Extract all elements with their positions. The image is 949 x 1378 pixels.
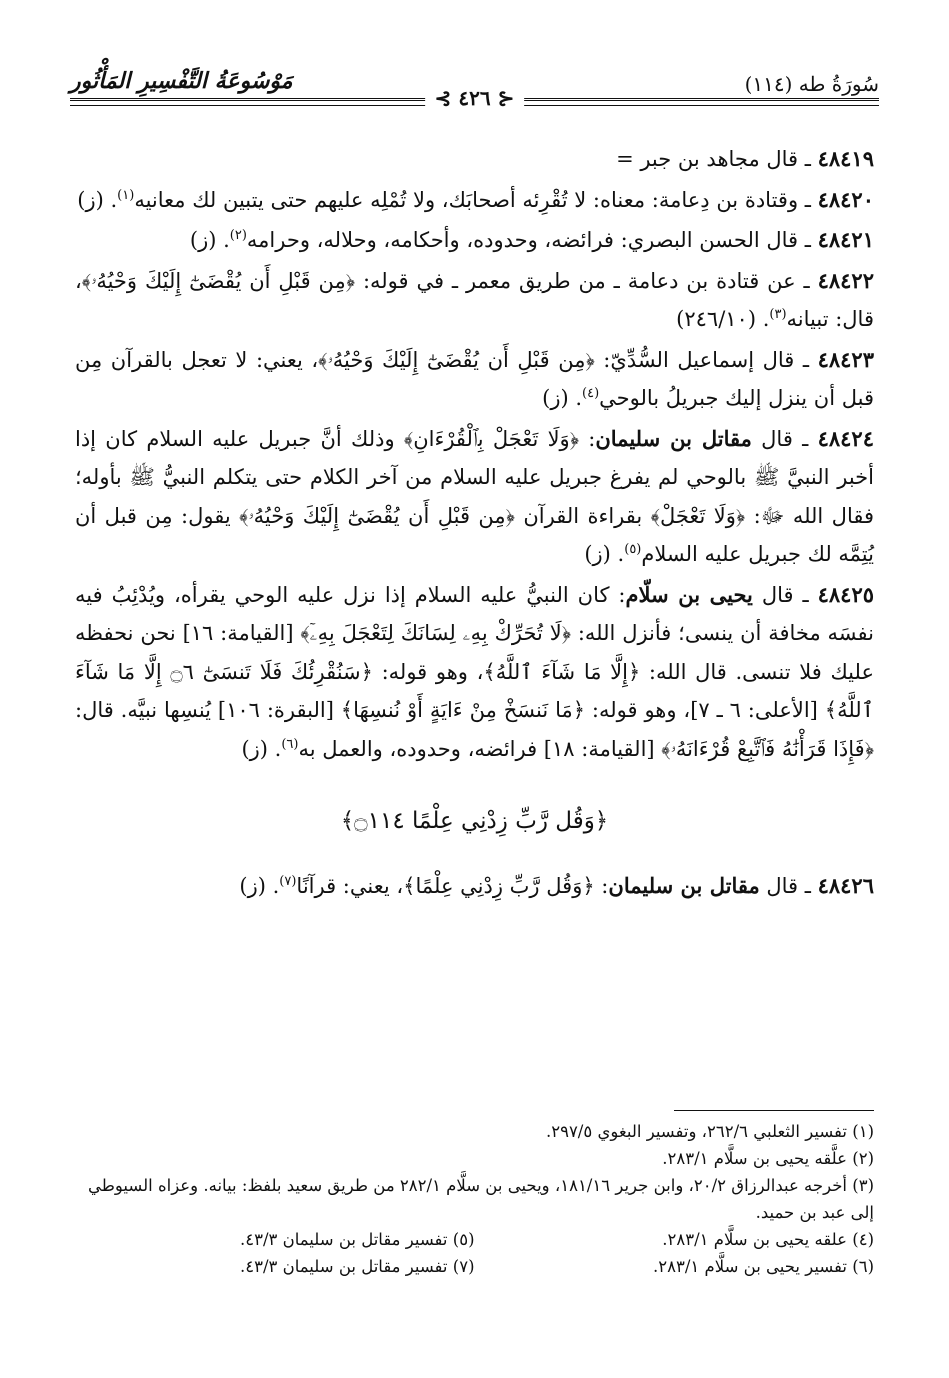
main-text <box>75 140 874 907</box>
entry-text: ـ وقتادة بن دِعامة: معناه: لا تُقْرِئه أصحابَك، ولا تُمْلِه عليهم حتى يتبين لك معانيه <box>134 187 818 212</box>
entry-number: ٤٨٤٢٠ <box>817 186 874 212</box>
entry-pre: ـ قال <box>752 582 818 607</box>
footnote-ref[interactable]: (٤) <box>582 386 600 401</box>
footnote-row <box>75 1226 874 1253</box>
footnote-ref[interactable]: (٣) <box>769 307 787 322</box>
entry-number: ٤٨٤٢٢ <box>817 267 874 293</box>
entry-48424 <box>75 420 874 574</box>
page-number: ⊰ ٤٢٦ ⊱ <box>425 86 525 110</box>
footnote-2: (٢) علَّقه يحيى بن سلَّام ٢٨٣/١. <box>662 1149 874 1168</box>
entry-text: : كان النبيُّ عليه السلام إذا نزل عليه الوحي يقرأه، ويُدْئِبُ فيه نفسَه مخافة أن ينسى؛ فأنزل الله: ﴿لَا تُحَرِّكْ بِهِۦ لِسَانَكَ لِتَعْجَلَ بِهِۦٓ﴾ [القيامة: ١٦] نحن نحفظه عليك فلا تنسى. قال الله: ﴿إِلَّا مَا شَآءَ ٱللَّهُ﴾، وهو قوله: ﴿سَنُقْرِئُكَ فَلَا تَنسَىٰٓ ۝٦ إِلَّا مَا شَآءَ ٱللَّهُ﴾ [الأعلى: ٦ ـ ٧]، وهو قوله: ﴿مَا نَنسَخْ مِنْ ءَايَةٍ أَوْ نُنسِهَا﴾ [البقرة: ١٠٦] يُنسِها نبيَّه. قال: ﴿فَإِذَا قَرَأْنَٰهُ فَٱتَّبِعْ قُرْءَانَهُۥ﴾ [القيامة: ١٨] فرائضه، وحدوده، والعمل به <box>75 582 874 761</box>
footnote-3: (٣) أخرجه عبدالرزاق ٢٠/٢، وابن جرير ١٨١/١٦، ويحيى بن سلَّام ٢٨٢/١ من طريق سعيد بلفظ: بيانه. وعزاه السيوطي إلى عبد بن حميد. <box>88 1176 874 1222</box>
entry-number: ٤٨٤٢٤ <box>817 425 874 451</box>
entry-text: ـ قال مجاهد بن جبر = <box>616 147 818 171</box>
entry-48420 <box>75 181 874 220</box>
entry-tail: . (ز) <box>241 736 282 761</box>
entry-text: ـ قال الحسن البصري: فرائضه، وحدوده، وأحكامه، وحلاله، وحرامه <box>246 228 818 252</box>
entry-number: ٤٨٤١٩ <box>817 146 874 171</box>
footnote-separator <box>674 1110 874 1111</box>
entry-number: ٤٨٤٢١ <box>817 227 874 252</box>
entry-48421 <box>75 221 874 260</box>
footnote-row <box>75 1253 874 1280</box>
entry-pre: ـ قال <box>751 426 818 451</box>
entry-48426 <box>75 867 874 906</box>
entry-48425 <box>75 576 874 769</box>
entry-text: ـ عن قتادة بن دعامة ـ من طريق معمر ـ في قوله: ﴿مِن قَبْلِ أَن يُقْضَىٰٓ إِلَيْكَ وَحْيُهُۥ﴾، قال: تبيانه <box>75 268 874 331</box>
speaker-name: مقاتل بن سليمان <box>608 872 760 898</box>
entry-48423 <box>75 341 874 418</box>
speaker-name: مقاتل بن سليمان <box>595 425 752 451</box>
entry-tail: . (٢٤٦/١٠) <box>676 307 770 331</box>
footnotes <box>75 1118 874 1280</box>
surah-title: سُورَةُ طه (١١٤) <box>744 72 879 96</box>
footnote-5: (٥) تفسير مقاتل بن سليمان ٤٣/٣. <box>239 1230 475 1249</box>
entry-number: ٤٨٤٢٥ <box>817 581 875 607</box>
entry-tail: . (ز) <box>584 542 625 566</box>
entry-48419 <box>75 140 874 179</box>
entry-text: ـ قال إسماعيل السُّدِّيّ: ﴿مِن قَبْلِ أَن يُقْضَىٰٓ إِلَيْكَ وَحْيُهُۥ﴾، يعني: لا تعجل بالقرآن مِن قبل أن ينزل إليك جبريلُ بالوحي <box>75 347 874 410</box>
footnote-ref[interactable]: (٦) <box>281 736 299 752</box>
footnote-ref[interactable]: (٢) <box>229 228 247 243</box>
entry-tail: . (ز) <box>542 386 583 410</box>
entry-48422 <box>75 262 874 339</box>
footnote-1: (١) تفسير الثعلبي ٢٦٢/٦، وتفسير البغوي ٢٩٧/٥. <box>545 1122 874 1141</box>
entry-tail: . (ز) <box>189 228 230 252</box>
footnote-ref[interactable]: (١) <box>117 187 135 203</box>
entry-tail: . (ز) <box>77 187 118 212</box>
verse-heading: ﴿وَقُل رَّبِّ زِدْنِي عِلْمًا ۝١١٤﴾ <box>340 808 609 834</box>
entry-tail: . (ز) <box>239 873 280 898</box>
entry-number: ٤٨٤٢٦ <box>817 872 874 898</box>
footnote-6: (٦) تفسير يحيى بن سلَّام ٢٨٣/١. <box>653 1257 874 1276</box>
footnote-ref[interactable]: (٥) <box>624 542 642 557</box>
footnote-7: (٧) تفسير مقاتل بن سليمان ٤٣/٣. <box>239 1257 475 1276</box>
page-header <box>70 68 879 108</box>
footnote-ref[interactable]: (٧) <box>279 873 297 889</box>
entry-number: ٤٨٤٢٣ <box>817 346 874 372</box>
speaker-name: يحيى بن سلّام <box>625 581 753 607</box>
entry-text: : ﴿وَقُل رَّبِّ زِدْنِي عِلْمًا﴾، يعني: قرآنًا <box>296 873 609 898</box>
entry-pre: ـ قال <box>759 873 818 898</box>
entry-text: : ﴿وَلَا تَعْجَلْ بِٱلْقُرْءَانِ﴾ وذلك أنَّ جبريل عليه السلام كان إذا أخبر النبيَّ ﷺ بالوحي لم يفرغ جبريل عليه السلام من آخر الكلام حتى يتكلم النبيُّ ﷺ بأوله؛ فقال الله ﷻ: ﴿وَلَا تَعْجَلْ﴾ بقراءة القرآن ﴿مِن قَبْلِ أَن يُقْضَىٰٓ إِلَيْكَ وَحْيُهُۥ﴾ يقول: مِن قبل أن يُتِمَّه لك جبريل عليه السلام <box>75 426 874 566</box>
footnote-4: (٤) علقه يحيى بن سلَّام ٢٨٣/١. <box>662 1230 874 1249</box>
book-title: مَوْسُوعَةُ التَّفْسِيرِ المَأْثُور <box>70 68 293 94</box>
